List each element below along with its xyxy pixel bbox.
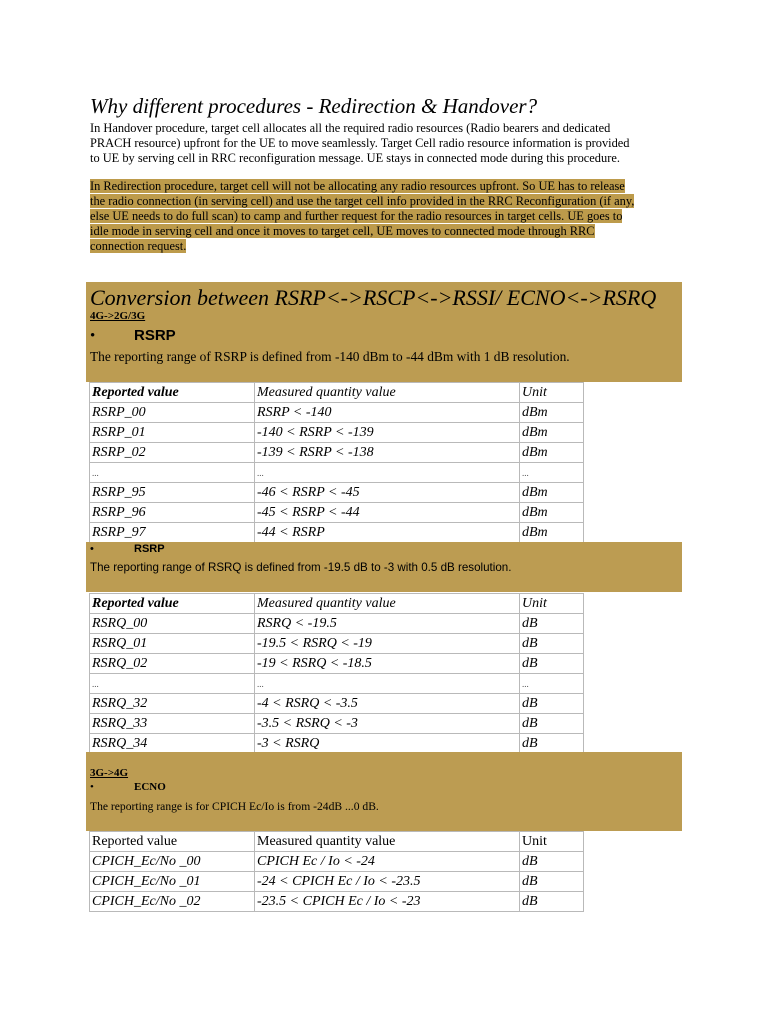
cell: RSRQ_02 xyxy=(90,654,255,674)
cell: -24 < CPICH Ec / Io < -23.5 xyxy=(255,872,520,892)
cell: RSRP_95 xyxy=(90,483,255,503)
cell: RSRP_01 xyxy=(90,423,255,443)
cell: dBm xyxy=(520,503,584,523)
cell: dB xyxy=(520,614,584,634)
table-row xyxy=(90,852,584,872)
cell: ... xyxy=(520,674,584,694)
cell: dBm xyxy=(520,483,584,503)
cell: dBm xyxy=(520,523,584,543)
header-unit: Unit xyxy=(520,383,584,403)
rsrp-label: RSRP xyxy=(134,327,176,344)
handover-paragraph: In Handover procedure, target cell allocates all the required radio resources (Radio bearers and dedicated PRACH resource) upfront for the UE to move seamlessly. Target Cell radio resource information is provided to UE by serving cell in RRC reconfiguration message. UE stays in connected mode during this procedure. xyxy=(90,121,630,165)
table-row xyxy=(90,694,584,714)
cell: ... xyxy=(255,463,520,483)
cell: RSRP_97 xyxy=(90,523,255,543)
cell: dB xyxy=(520,872,584,892)
header-reported-value: Reported value xyxy=(90,594,255,614)
cell: CPICH_Ec/No _02 xyxy=(90,892,255,912)
cell: -46 < RSRP < -45 xyxy=(255,483,520,503)
cell: ... xyxy=(520,463,584,483)
table-row xyxy=(90,714,584,734)
cell: RSRQ_01 xyxy=(90,634,255,654)
cell: dB xyxy=(520,892,584,912)
cell: RSRQ_33 xyxy=(90,714,255,734)
subtitle-3g-to-4g[interactable]: 3G->4G xyxy=(90,767,129,779)
table-row xyxy=(90,523,584,543)
cell: RSRP_00 xyxy=(90,403,255,423)
cell: -44 < RSRP xyxy=(255,523,520,543)
table-row xyxy=(90,892,584,912)
ecno-table xyxy=(89,831,584,912)
rsrp-description: The reporting range of RSRP is defined from -140 dBm to -44 dBm with 1 dB resolution. xyxy=(90,349,570,364)
table-header-row xyxy=(90,594,584,614)
page-heading: Why different procedures - Redirection & Handover? xyxy=(90,94,538,118)
rsrp-table xyxy=(89,382,584,543)
cell: -140 < RSRP < -139 xyxy=(255,423,520,443)
header-reported-value: Reported value xyxy=(90,832,255,852)
table-header-row xyxy=(90,832,584,852)
cell: -23.5 < CPICH Ec / Io < -23 xyxy=(255,892,520,912)
table-row xyxy=(90,614,584,634)
table-row xyxy=(90,503,584,523)
cell: dBm xyxy=(520,423,584,443)
table-row xyxy=(90,423,584,443)
header-unit: Unit xyxy=(520,594,584,614)
cell: ... xyxy=(90,674,255,694)
cell: CPICH_Ec/No _01 xyxy=(90,872,255,892)
redirection-text: In Redirection procedure, target cell will not be allocating any radio resources upfront. So UE has to release the radio connection (in serving cell) and use the target cell info provided in the RRC Reconfiguration (if any, else UE needs to do full scan) to camp and further request for the radio resources in target cells. UE goes to idle mode in serving cell and once it moves to target cell, UE moves to connected mode through RRC connection request. xyxy=(90,179,635,253)
bullet-dot: • xyxy=(90,328,96,344)
table-row-ellipsis xyxy=(90,674,584,694)
cell: dB xyxy=(520,654,584,674)
table-row-ellipsis xyxy=(90,463,584,483)
header-measured-quantity: Measured quantity value xyxy=(255,594,520,614)
cell: CPICH_Ec/No _00 xyxy=(90,852,255,872)
cell: -139 < RSRP < -138 xyxy=(255,443,520,463)
cell: RSRQ < -19.5 xyxy=(255,614,520,634)
table-row xyxy=(90,734,584,754)
cell: RSRP_96 xyxy=(90,503,255,523)
header-measured-quantity: Measured quantity value xyxy=(255,832,520,852)
cell: -3.5 < RSRQ < -3 xyxy=(255,714,520,734)
cell: RSRQ_34 xyxy=(90,734,255,754)
cell: RSRP_02 xyxy=(90,443,255,463)
header-measured-quantity: Measured quantity value xyxy=(255,383,520,403)
rsrq-label: RSRP xyxy=(134,543,165,555)
rsrq-table xyxy=(89,593,584,754)
table-row xyxy=(90,403,584,423)
rsrq-description: The reporting range of RSRQ is defined from -19.5 dB to -3 with 0.5 dB resolution. xyxy=(90,561,512,574)
header-reported-value: Reported value xyxy=(90,383,255,403)
table-row xyxy=(90,634,584,654)
header-unit: Unit xyxy=(520,832,584,852)
bullet-dot: • xyxy=(90,781,94,793)
ecno-description: The reporting range is for CPICH Ec/Io is from -24dB ...0 dB. xyxy=(90,800,379,813)
cell: CPICH Ec / Io < -24 xyxy=(255,852,520,872)
cell: dBm xyxy=(520,403,584,423)
table-row xyxy=(90,872,584,892)
table-row xyxy=(90,483,584,503)
cell: -19.5 < RSRQ < -19 xyxy=(255,634,520,654)
table-row xyxy=(90,443,584,463)
cell: -3 < RSRQ xyxy=(255,734,520,754)
rsrq-bullet-row xyxy=(90,543,165,555)
cell: dB xyxy=(520,734,584,754)
subtitle-4g-to-2g3g[interactable]: 4G->2G/3G xyxy=(90,310,146,322)
cell: dBm xyxy=(520,443,584,463)
cell: ... xyxy=(255,674,520,694)
cell: dB xyxy=(520,852,584,872)
table-row xyxy=(90,654,584,674)
cell: RSRQ_00 xyxy=(90,614,255,634)
cell: RSRQ_32 xyxy=(90,694,255,714)
rsrp-bullet-row xyxy=(90,327,176,345)
cell: dB xyxy=(520,634,584,654)
cell: dB xyxy=(520,694,584,714)
cell: -19 < RSRQ < -18.5 xyxy=(255,654,520,674)
redirection-paragraph xyxy=(90,179,642,254)
conversion-title: Conversion between RSRP<->RSCP<->RSSI/ ECNO<->RSRQ xyxy=(90,285,657,310)
ecno-label: ECNO xyxy=(134,781,166,793)
cell: -45 < RSRP < -44 xyxy=(255,503,520,523)
ecno-bullet-row xyxy=(90,781,166,793)
ecno-band xyxy=(86,752,682,831)
bullet-dot: • xyxy=(90,543,94,555)
cell: -4 < RSRQ < -3.5 xyxy=(255,694,520,714)
cell: RSRP < -140 xyxy=(255,403,520,423)
cell: ... xyxy=(90,463,255,483)
table-header-row xyxy=(90,383,584,403)
cell: dB xyxy=(520,714,584,734)
